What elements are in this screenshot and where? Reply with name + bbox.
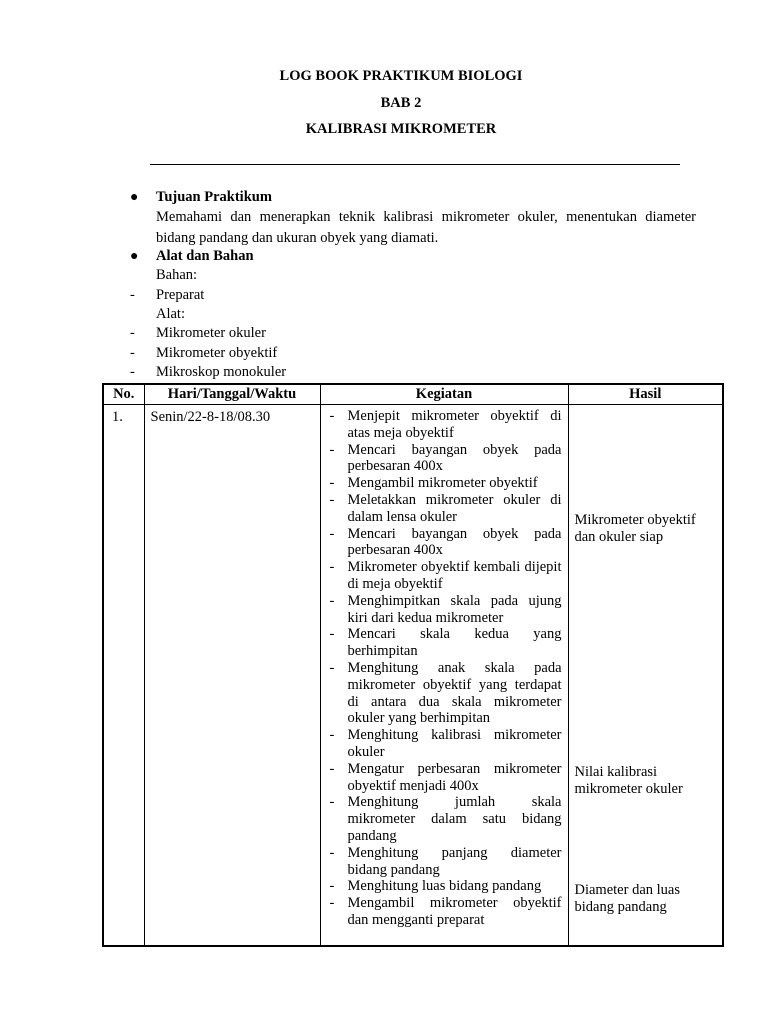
document-subtitle: KALIBRASI MIKROMETER [305,121,497,137]
activity-cell [320,405,568,947]
col-header-result: Hasil [568,384,723,405]
list-dash: - [130,364,135,380]
activity-item: - Menjepit mikrometer obyektif di atas meja obyektif [327,408,562,442]
row-day: Senin/22-8-18/08.30 [144,405,320,947]
activity-item: - Menghitung luas bidang pandang [327,878,562,895]
list-dash: - [130,345,135,361]
result-item: Nilai kalibrasi mikrometer okuler [574,764,683,797]
list-dash: - [130,287,135,303]
chapter-label: BAB 2 [380,95,422,111]
document-title: LOG BOOK PRAKTIKUM BIOLOGI [279,68,523,84]
activity-table [102,383,724,947]
col-header-no: No. [103,384,144,405]
alat-bahan-heading: Alat dan Bahan [156,248,254,264]
header-divider [150,164,680,165]
activity-item: - Mencari bayangan obyek pada perbesaran 400x [327,442,562,476]
activity-list [321,405,568,929]
activity-item: - Menghitung jumlah skala mikrometer dalam satu bidang pandang [327,794,562,844]
list-dash: - [130,325,135,341]
activity-item: - Mengatur perbesaran mikrometer obyektif menjadi 400x [327,761,562,795]
activity-item: - Mencari skala kedua yang berhimpitan [327,626,562,660]
activity-item: - Menghitung panjang diameter bidang pandang [327,845,562,879]
result-item: Mikrometer obyektif dan okuler siap [574,512,696,545]
activity-item: - Menghitung anak skala pada mikrometer obyektif yang terdapat di antara dua skala mikrometer okuler yang berhimpitan [327,660,562,727]
bullet-icon: ● [130,190,139,205]
activity-item: - Mengambil mikrometer obyektif [327,475,562,492]
activity-item: - Mencari bayangan obyek pada perbesaran 400x [327,526,562,560]
bahan-item: Preparat [156,287,205,303]
table-header-row [103,384,723,405]
row-number: 1. [103,405,144,947]
bahan-label: Bahan: [156,267,198,283]
col-header-activity: Kegiatan [320,384,568,405]
activity-item: - Menghitung kalibrasi mikrometer okuler [327,727,562,761]
alat-item: Mikrometer okuler [156,325,266,341]
col-header-day: Hari/Tanggal/Waktu [144,384,320,405]
table-row [103,405,723,947]
activity-item: - Menghimpitkan skala pada ujung kiri dari kedua mikrometer [327,593,562,627]
bullet-icon: ● [130,249,139,264]
alat-item: Mikrometer obyektif [156,345,278,361]
activity-item: - Mengambil mikrometer obyektif dan mengganti preparat [327,895,562,929]
result-cell [568,405,723,947]
alat-label: Alat: [156,306,185,322]
alat-item: Mikroskop monokuler [156,364,287,380]
tujuan-text: Memahami dan menerapkan teknik kalibrasi mikrometer okuler, menentukan diameter bidang pandang dan ukuran obyek yang diamati. [156,209,696,246]
tujuan-heading: Tujuan Praktikum [156,189,272,205]
activity-item: - Meletakkan mikrometer okuler di dalam lensa okuler [327,492,562,526]
activity-item: - Mikrometer obyektif kembali dijepit di meja obyektif [327,559,562,593]
result-item: Diameter dan luas bidang pandang [574,882,680,915]
